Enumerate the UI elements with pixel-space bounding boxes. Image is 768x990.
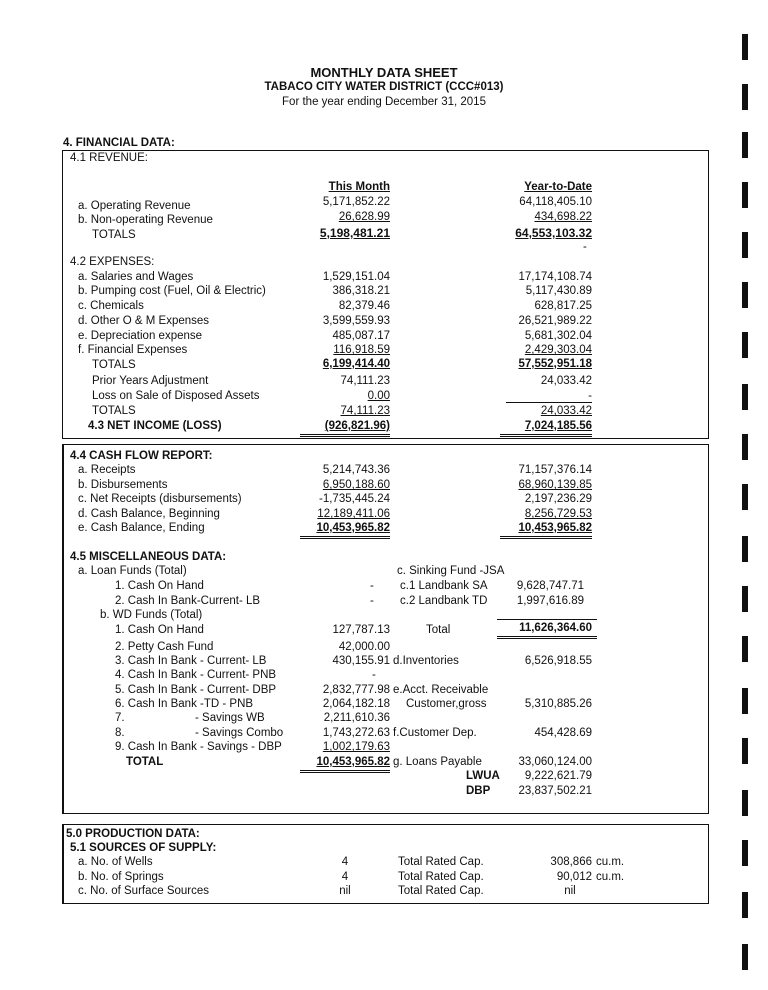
expense-row-month: 3,599,559.93 bbox=[322, 315, 390, 327]
expense-row-month: 485,087.17 bbox=[332, 330, 390, 342]
sinking-item-label: c.2 Landbank TD bbox=[400, 595, 488, 607]
revenue-row-ytd: 64,118,405.10 bbox=[519, 196, 592, 208]
scan-margin-mark bbox=[742, 536, 748, 562]
loan-funds-title: a. Loan Funds (Total) bbox=[78, 565, 187, 577]
wd-item-value: 42,000.00 bbox=[338, 641, 390, 653]
sinking-fund-title: c. Sinking Fund -JSA bbox=[397, 565, 505, 577]
source-row-cap-label: Total Rated Cap. bbox=[398, 856, 484, 868]
wd-item-label: 4. Cash In Bank - Current- PNB bbox=[115, 669, 277, 681]
cashflow-row-month: 12,189,411.06 bbox=[317, 508, 390, 520]
expense-row-month: 82,379.46 bbox=[338, 300, 390, 312]
cashflow-row-label: d. Cash Balance, Beginning bbox=[78, 508, 220, 520]
wd-item-value: 1,002,179.63 bbox=[322, 741, 390, 753]
wd-funds-title: b. WD Funds (Total) bbox=[100, 609, 203, 621]
page-period: For the year ending December 31, 2015 bbox=[282, 96, 486, 108]
expense-total-month: 6,199,414.40 bbox=[322, 358, 390, 370]
wd-item-label: 1. Cash On Hand bbox=[115, 624, 204, 636]
acct-receivable-label: e.Acct. Receivable bbox=[393, 684, 489, 696]
wd-item-value: 430,155.91 bbox=[332, 655, 390, 667]
double-rule bbox=[300, 536, 390, 539]
dbp-label: DBP bbox=[466, 785, 491, 797]
scan-margin-mark bbox=[742, 688, 748, 714]
expense-row-label: d. Other O & M Expenses bbox=[78, 315, 210, 327]
cashflow-row-label: b. Disbursements bbox=[78, 479, 168, 491]
revenue-row-month: 5,171,852.22 bbox=[322, 196, 390, 208]
other-total-month: 74,111.23 bbox=[340, 405, 390, 417]
loans-payable-label: g. Loans Payable bbox=[393, 756, 482, 768]
wd-item-label: 9. Cash In Bank - Savings - DBP bbox=[115, 741, 282, 753]
cashflow-row-month: 6,950,188.60 bbox=[322, 479, 390, 491]
cashflow-row-ytd: 10,453,965.82 bbox=[518, 522, 592, 534]
scan-margin-mark bbox=[742, 484, 748, 510]
source-row-count: 4 bbox=[341, 856, 349, 868]
other-total-ytd: 24,033.42 bbox=[540, 405, 592, 417]
expense-row-month: 116,918.59 bbox=[333, 344, 390, 356]
lwua-value: 9,222,621.79 bbox=[524, 770, 592, 782]
prior-years-label: Prior Years Adjustment bbox=[92, 375, 209, 387]
double-rule bbox=[500, 536, 592, 539]
misc-heading: 4.5 MISCELLANEOUS DATA: bbox=[70, 551, 227, 563]
ytd-rule bbox=[506, 402, 592, 403]
source-row-unit: cu.m. bbox=[596, 871, 625, 883]
sinking-item-value: 1,997,616.89 bbox=[516, 595, 584, 607]
wd-item-label: 7. bbox=[115, 712, 125, 724]
wd-item-value: 2,832,777.98 bbox=[322, 684, 390, 696]
expense-row-month: 1,529,151.04 bbox=[322, 271, 390, 283]
source-row-label: b. No. of Springs bbox=[78, 871, 164, 883]
loans-payable-value: 33,060,124.00 bbox=[518, 756, 592, 768]
expense-row-month: 386,318.21 bbox=[332, 285, 390, 297]
wd-item-label: 3. Cash In Bank - Current- LB bbox=[115, 655, 267, 667]
dbp-value: 23,837,502.21 bbox=[518, 785, 592, 797]
source-row-count: 4 bbox=[341, 871, 349, 883]
expense-row-ytd: 17,174,108.74 bbox=[518, 271, 592, 283]
scan-margin-mark bbox=[742, 892, 748, 918]
wd-item-label: 6. Cash In Bank -TD - PNB bbox=[115, 698, 254, 710]
wd-item-value: 1,743,272.63 bbox=[322, 727, 390, 739]
scan-margin-mark bbox=[742, 384, 748, 410]
scan-margin-mark bbox=[742, 232, 748, 258]
source-row-cap-label: Total Rated Cap. bbox=[398, 871, 484, 883]
lwua-label: LWUA bbox=[466, 770, 500, 782]
expenses-heading: 4.2 EXPENSES: bbox=[70, 256, 155, 268]
customer-dep-value: 454,428.69 bbox=[534, 727, 592, 739]
loan-item-value: - bbox=[370, 580, 374, 592]
wd-item-value: 2,211,610.36 bbox=[323, 712, 390, 724]
cashflow-row-label: a. Receipts bbox=[78, 464, 136, 476]
sinking-total-rule bbox=[497, 636, 597, 639]
double-rule bbox=[500, 434, 592, 437]
revenue-dash: - bbox=[583, 241, 587, 253]
source-row-unit: cu.m. bbox=[596, 856, 625, 868]
scan-margin-mark bbox=[742, 332, 748, 358]
inventories-label: d.Inventories bbox=[393, 655, 459, 667]
misc-total-value: 10,453,965.82 bbox=[316, 756, 390, 768]
cashflow-row-ytd: 71,157,376.14 bbox=[518, 464, 592, 476]
double-rule bbox=[300, 434, 390, 437]
expense-row-label: c. Chemicals bbox=[78, 300, 144, 312]
scan-margin-mark bbox=[742, 790, 748, 816]
expense-total-ytd: 57,552,951.18 bbox=[518, 358, 592, 370]
revenue-row-label: b. Non-operating Revenue bbox=[78, 214, 213, 226]
expense-row-ytd: 5,117,430.89 bbox=[525, 285, 592, 297]
cashflow-heading: 4.4 CASH FLOW REPORT: bbox=[70, 450, 213, 462]
loss-disposed-label: Loss on Sale of Disposed Assets bbox=[92, 390, 260, 402]
misc-total-label: TOTAL bbox=[126, 756, 164, 768]
scan-margin-mark bbox=[742, 182, 748, 208]
scan-margin-mark bbox=[742, 840, 748, 866]
expense-row-ytd: 628,817.25 bbox=[534, 300, 592, 312]
net-income-ytd: 7,024,185.56 bbox=[524, 420, 592, 432]
customer-gross-value: 5,310,885.26 bbox=[524, 698, 592, 710]
section-financial-heading: 4. FINANCIAL DATA: bbox=[63, 137, 175, 149]
page-title: MONTHLY DATA SHEET bbox=[310, 65, 458, 80]
source-row-cap-value: nil bbox=[564, 885, 576, 897]
wd-item-label: 2. Petty Cash Fund bbox=[115, 641, 214, 653]
scan-margin-mark bbox=[742, 636, 748, 662]
prior-years-month: 74,111.23 bbox=[340, 375, 390, 387]
sinking-item-value: 9,628,747.71 bbox=[516, 580, 584, 592]
source-row-label: c. No. of Surface Sources bbox=[78, 885, 210, 897]
cashflow-row-month: -1,735,445.24 bbox=[319, 493, 390, 505]
revenue-row-month: 26,628.99 bbox=[338, 211, 390, 223]
net-income-month: (926,821.96) bbox=[324, 420, 390, 432]
loan-item-label: 2. Cash In Bank-Current- LB bbox=[115, 595, 261, 607]
source-row-cap-value: 90,012 bbox=[556, 871, 592, 883]
production-heading: 5.0 PRODUCTION DATA: bbox=[66, 828, 200, 840]
scan-margin-mark bbox=[742, 944, 748, 970]
sources-heading: 5.1 SOURCES OF SUPPLY: bbox=[70, 842, 217, 854]
wd-item-sub: - Savings WB bbox=[195, 712, 265, 724]
prior-years-ytd: 24,033.42 bbox=[540, 375, 592, 387]
revenue-total-ytd: 64,553,103.32 bbox=[515, 226, 592, 240]
scan-margin-mark bbox=[742, 282, 748, 308]
col-this-month-header: This Month bbox=[328, 181, 390, 193]
scan-margin-mark bbox=[742, 738, 748, 764]
expense-row-label: b. Pumping cost (Fuel, Oil & Electric) bbox=[78, 285, 266, 297]
scan-margin-mark bbox=[742, 132, 748, 158]
cashflow-row-ytd: 8,256,729.53 bbox=[524, 508, 592, 520]
sinking-total-rule bbox=[497, 619, 597, 620]
loan-item-value: - bbox=[370, 595, 374, 607]
revenue-total-month: 5,198,481.21 bbox=[319, 226, 390, 240]
revenue-row-label: a. Operating Revenue bbox=[78, 200, 191, 212]
cashflow-row-month: 10,453,965.82 bbox=[316, 522, 390, 534]
revenue-row-ytd: 434,698.22 bbox=[534, 211, 592, 223]
page-subtitle: TABACO CITY WATER DISTRICT (CCC#013) bbox=[264, 81, 504, 93]
wd-item-label: 5. Cash In Bank - Current- DBP bbox=[115, 684, 277, 696]
loss-disposed-ytd: - bbox=[588, 390, 592, 402]
loan-item-label: 1. Cash On Hand bbox=[115, 580, 204, 592]
cashflow-row-label: c. Net Receipts (disbursements) bbox=[78, 493, 242, 505]
source-row-cap-value: 308,866 bbox=[550, 856, 592, 868]
expense-total-label: TOTALS bbox=[92, 359, 136, 371]
sinking-total-value: 11,626,364.60 bbox=[519, 622, 592, 634]
wd-item-label: 8. bbox=[115, 727, 125, 739]
revenue-heading: 4.1 REVENUE: bbox=[70, 152, 148, 164]
loss-disposed-month: 0.00 bbox=[367, 390, 390, 402]
sinking-total-label: Total bbox=[426, 624, 451, 636]
scan-margin-mark bbox=[742, 586, 748, 612]
cashflow-row-label: e. Cash Balance, Ending bbox=[78, 522, 205, 534]
source-row-cap-label: Total Rated Cap. bbox=[398, 885, 484, 897]
cashflow-row-ytd: 68,960,139.85 bbox=[518, 479, 592, 491]
expense-row-label: a. Salaries and Wages bbox=[78, 271, 194, 283]
inventories-value: 6,526,918.55 bbox=[524, 655, 592, 667]
wd-item-value: 127,787.13 bbox=[332, 624, 390, 636]
scan-margin-mark bbox=[742, 434, 748, 460]
expense-row-ytd: 26,521,989.22 bbox=[518, 315, 592, 327]
source-row-label: a. No. of Wells bbox=[78, 856, 153, 868]
col-ytd-header: Year-to-Date bbox=[524, 181, 592, 193]
customer-dep-label: f.Customer Dep. bbox=[393, 727, 477, 739]
wd-item-value: 2,064,182.18 bbox=[322, 698, 390, 710]
scan-margin-mark bbox=[742, 34, 748, 60]
source-row-count: nil bbox=[339, 885, 351, 897]
cashflow-row-ytd: 2,197,236.29 bbox=[524, 493, 592, 505]
wd-item-value: - bbox=[372, 669, 376, 681]
expense-row-label: e. Depreciation expense bbox=[78, 330, 203, 342]
expense-row-ytd: 5,681,302.04 bbox=[524, 330, 592, 342]
wd-item-sub: - Savings Combo bbox=[195, 727, 284, 739]
revenue-total-label: TOTALS bbox=[92, 229, 136, 241]
cashflow-row-month: 5,214,743.36 bbox=[322, 464, 390, 476]
sinking-item-label: c.1 Landbank SA bbox=[400, 580, 488, 592]
net-income-label: 4.3 NET INCOME (LOSS) bbox=[88, 420, 222, 432]
expense-row-ytd: 2,429,303.04 bbox=[524, 344, 592, 356]
customer-gross-label: Customer,gross bbox=[406, 698, 487, 710]
expense-row-label: f. Financial Expenses bbox=[78, 344, 188, 356]
double-rule bbox=[300, 770, 390, 773]
other-total-label: TOTALS bbox=[92, 405, 136, 417]
